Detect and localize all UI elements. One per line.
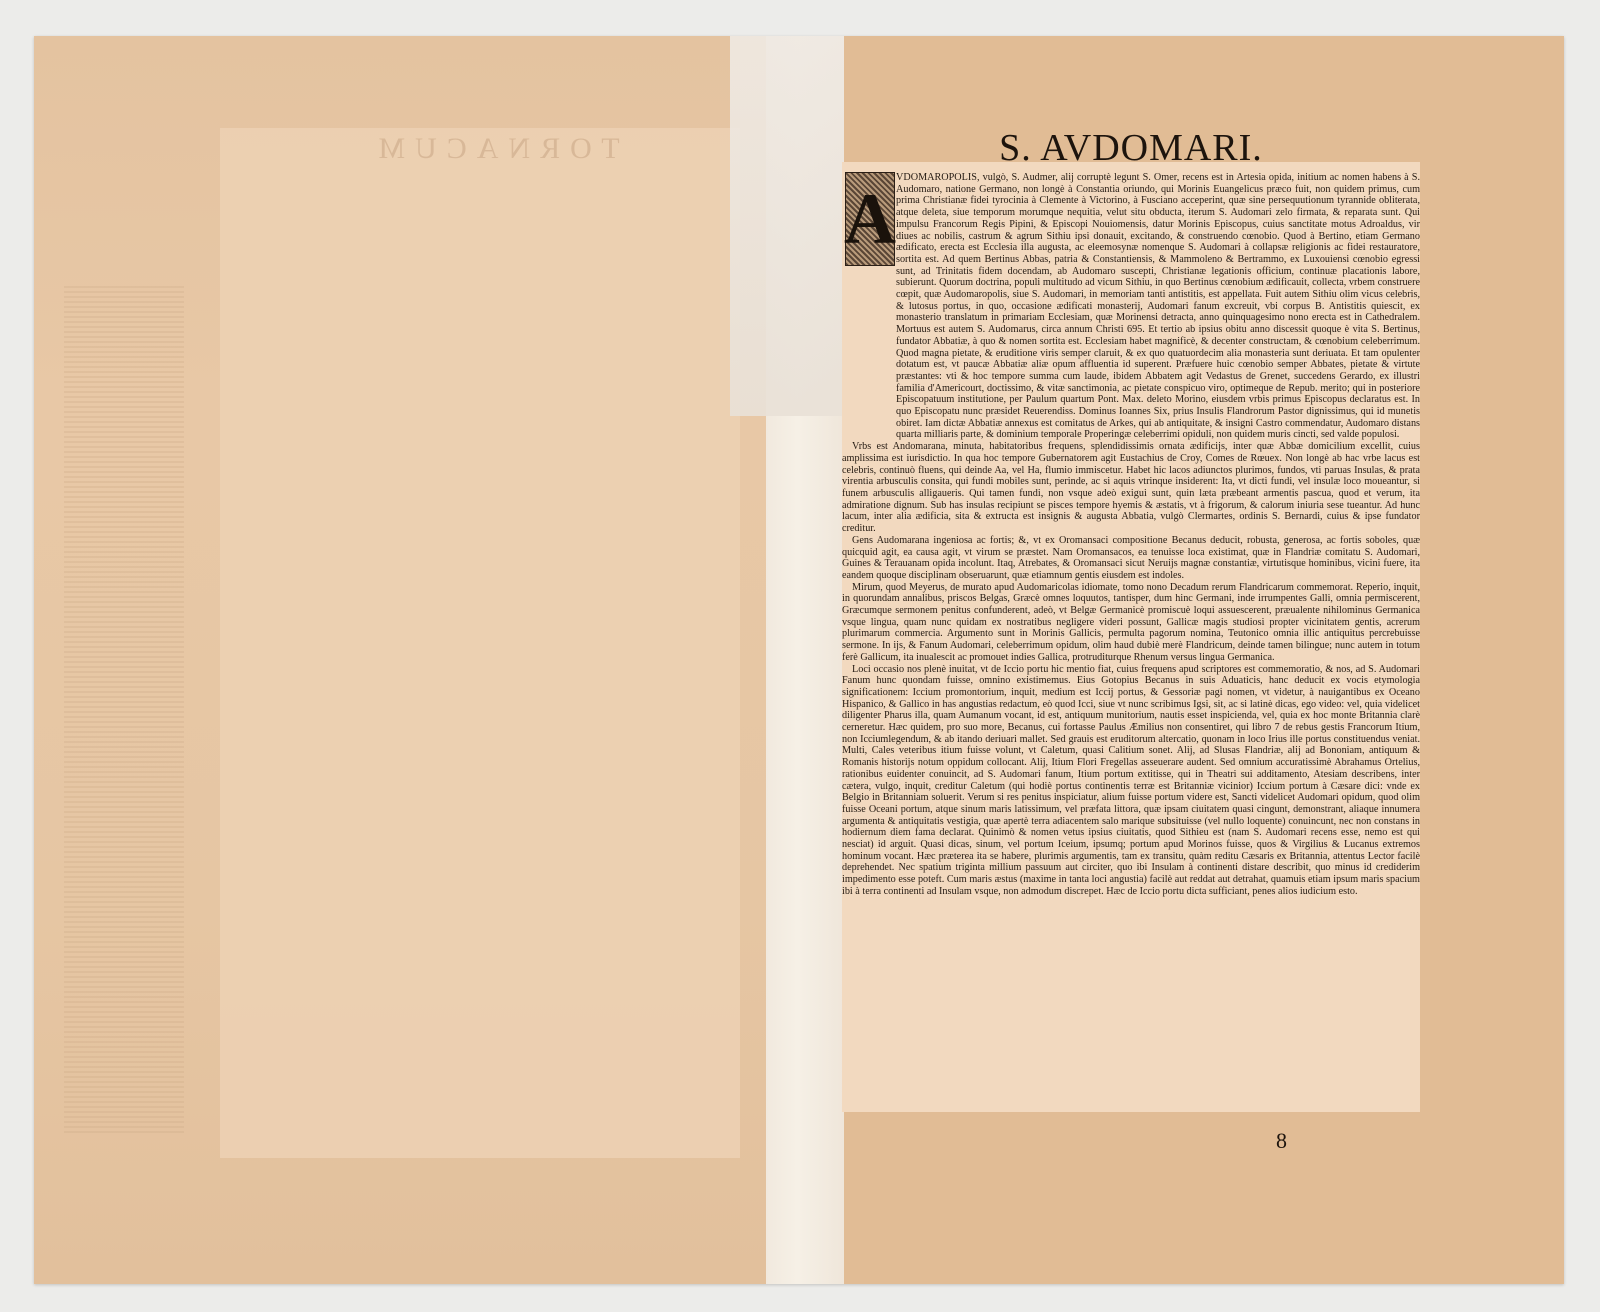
mirrored-map-title: TORNACUM [368, 132, 620, 165]
decorated-initial-letter: A [845, 172, 895, 266]
center-fold-spine [766, 36, 844, 1284]
faded-map-showthrough [220, 128, 740, 1158]
paragraph-4: Mirum, quod Meyerus, de murato apud Audomaricolas idiomate, tomo nono Decadum rerum Flandricarum commemorat. Reperio, inquit, in quorundam annalibus, priscos Belgas, Græcè omnes loquutos, tantisper, dum hinc Germani, inde irrumpentes Galli, omnia permiscerent, Græcumque sermonem penitus confunderent, adeò, vt Belgæ Germanicè promiscuè loqui assuescerent, præualente nihilominus Germanica vsque lingua, quam nunc quidam ex nostratibus negligere videri possunt, Gallicæ magis studiosi propter vicinitatem gentis, acrerum plurimarum commercia. Argumento sunt in Morinis Gallicis, permulta pagorum nomina, Teutonico omnia illic antiquitus percrebuisse sermone. In ijs, & Fanum Audomari, celeberrimum opidum, olim haud dubiè merè Flandricum, deinde tamen bilingue; nunc autem in totum ferè Gallicum, ita inualescit ac promouet indies Gallica, protruditurque Rhenum versus lingua Germanica. [842, 581, 1420, 663]
faded-text-showthrough [64, 286, 184, 1136]
paragraph-5: Loci occasio nos plenè inuitat, vt de Iccio portu hic mentio fiat, cuius frequens apud scriptores est commemoratio, & nos, ad S. Audomari Fanum hunc quondam fuisse, omnino existimemus. Eius Gotopius Becanus in suis Aduaticis, hanc deducit ex vocis etymologia significationem: Iccium promontorium, inquit, medium est Iccij portus, & Gessoriæ pagi nomen, vt videtur, à nauigantibus ex Oceano Hispanico, & Gallico in has angustias redactum, eò quod Icci, siue vt nunc scribimus Igsi, sit, ac si latinè dicas, ego video: vel, quia videlicet diligenter Pharus illa, quam Aumanum vocant, id est, antiquum munitorium, nautis esset inspicienda, vel, quia ex hoc monte Britannia clarè cerneretur. Hæc quidem, pro suo more, Becanus, cui fortasse Paulus Æmilius non consentiret, qui libro 7 de rebus gestis Francorum Itium, non Icciumlegendum, & ab itando deriuari mallet. Sed grauis est eruditorum altercatio, quonam in loco Irius ille portus constituendus veniat. Multi, Cales veteribus itium fuisse volunt, vt Caletum, quasi Calitium sonet. Alij, ad Slusas Flandriæ, alij ad Bononiam, antiquum & Romanis historijs notum oppidum collocant. Alij, Itium Flori Fregellas asseuerare audent. Sed omnium accuratissimè Abrahamus Ortelius, rationibus euidenter conuincit, ad S. Audomari fanum, Itium portum extitisse, qui in Theatri sui additamento, Atesiam describens, inter cætera, vulgo, inquit, creditur Caletum (qui hodiè portus continentis terræ est Britanniæ vicinior) Iccium portum à Cæsare dici: vnde ex Belgio in Britanniam soluerit. Verum si res penitus inspiciatur, alium fuisse portum videre est, Sancti videlicet Audomari opidum, quod olim fuisse Oceani portum, atque sinum maris latissimum, vel præfata littora, quæ ipsam ciuitatem quasi cingunt, demonstrant, aliaque innumera argumenta & antiquitatis vestigia, quæ apertè terra adiacentem salo marique subsituisse (vel nullo loquente) conuincunt, nec non constans in hodiernum diem fama declarat. Quinimò & nomen vetus ipsius ciuitatis, quod Sithieu est (nam S. Audomari recens esse, nemo est qui nesciat) id arguit. Quasi dicas, sinum, vel portum Iceium, ipsumq; portum apud Morinos fuisse, quos & Virgilius & Lucanus extremos hominum vocant. Hæc præterea ita se habere, plurimis argumentis, tam ex transitu, quàm reditu Cæsaris ex Britannia, attentus Lector facilè deprehendet. Nec spatium triginta millium passuum aut circiter, quo ibi Insulam à continenti distare describit, quo minus id crediderim impedimento esse poteft. Cum maris æstus (maxime in tanta loci angustia) facilè aut reddat aut detrahat, quamuis etiam ipsum maris spacium ibi à terra continenti ad Insulam vsque, non admodum discrepet. Hæc de Iccio portu dicta sufficiant, penes alios iudicium esto. [842, 663, 1420, 897]
paragraph-1: VDOMAROPOLIS, vulgò, S. Audmer, alij corruptè legunt S. Omer, recens est in Artesia opida, initium ac nomen habens à S. Audomaro, natione Germano, non longè à Constantia oriundo, qui Morinis Euangelicus præco fuit, non quidem primus, cum prima Christianæ fidei tyrocinia à Clemente à Victorino, à Fusciano acceperint, quæ sine persequutionum tyrannide obliterata, atque deleta, siue temporum morumque nequitia, velut situ obducta, iterum S. Audomari zelo firmata, & reparata sunt. Qui impulsu Francorum Regis Pipini, & Episcopi Nouiomensis, datur Morinis Episcopus, cuius sanctitate motus Adroaldus, vir diues ac nobilis, castrum & agrum Sithiu ipsi donauit, excitando, & construendo cœnobio. Quod à Bertino, etiam Germano ædificato, erecta est Ecclesia illa augusta, ac eleemosynæ nomenque S. Audomari à collapsæ religionis ac fidei restauratore, sortita est. Ad quem Bertinus Abbas, patria & Constantiensis, & Mammoleno & Bertrammo, ex Luxouiensi cœnobio egressi sunt, ad Trinitatis fidem docendam, ab Audomaro suscepti, Christianæ legationis officium, continuæ placationis labore, subierunt. Quorum doctrina, populi multitudo ad vicum Sithiu, in quo Bertinus cœnobium ædificauit, collecta, vrbem construere cœpit, quæ Audomaropolis, siue S. Audomari, in memoriam tanti antistitis, est appellata. Fuit autem Sithiu olim vicus celebris, & lutosus portus, in quo, occasione ædificati monasterij, Audomari fanum excreuit, vbi corpus B. Antistitis quiescit, ex monasterio translatum in primariam Ecclesiam, quæ Morinensi detracta, anno quinquagesimo nono erecta est in Cathedralem. Mortuus est autem S. Audomarus, circa annum Christi 695. Et tertio ab ipsius obitu anno discessit quoque è vita S. Bertinus, fundator Abbatiæ, à quo & nomen sortita est. Ecclesiam habet magnificè, & decenter constructam, & cœnobium celeberrimum. Quod magna pietate, & eruditione viris semper claruit, & ex quo quatuordecim alia monasteria sunt deriuata. Et tam opulenter dotatum est, vt paucæ Abbatiæ aliæ opum affluentia id superent. Præfuere huic cœnobio semper Abbates, pietate & virtute præstantes: vti & hoc tempore summa cum laude, ibidem Abbatem agit Vedastus de Grenet, succedens Gerardo, ex illustri familia d'Americourt, doctissimo, & vitæ sanctimonia, ac pietate conspicuo viro, optimeque de Repub. merito; qui in posteriore Episcopatuum institutione, per Paulum quartum Pont. Max. deleto Morino, eiusdem vrbis primus Episcopus declaratus est. In quo Episcopatu nunc præsidet Reuerendiss. Dominus Ioannes Six, prius Insulis Flandrorum Pastor dignissimus, qui id munetis obiret. Iam dictæ Abbatiæ annexus est comitatus de Arkes, qui ab antiquitate, & insigni Castro commendatur, Audomaro distans quarta milliaris parte, & dominium temporale Properingæ celeberrimi opiduli, non quidem muris cincti, sed valde populosi. [896, 172, 1420, 441]
left-leaf-verso [34, 36, 766, 1284]
paragraph-2: Vrbs est Andomarana, minuta, habitatoribus frequens, splendidissimis ornata ædificijs, inter quæ Abbæ domicilium excellit, cuius amplissima est iurisdictio. In qua hoc tempore Gubernatorem agit Eustachius de Croy, Comes de Rœuex. Non longè ab hac vrbe lacus est celebris, continuò fluens, qui deinde Aa, vel Ha, flumio immiscetur. Habet hic lacos adiunctos plurimos, fundos, vti paruas Insulas, & prata virentia arbusculis consita, qui fundi mobiles sunt, perinde, ac si aquis vtrinque insiderent: Ita, vt dicti fundi, vel insulæ loco moueantur, si funem arbusculis alligaueris. Qui tamen fundi, non vsque adeò exigui sunt, quin læta præbeant armentis pascua, quod et verum, ita admiratione dignum. Sub has insulas recipiunt se pisces tempore hyemis & æstatis, vt à frigorum, & calorum iniuria sese tueantur. Ad hunc lacum, inter alia ædificia, sita & extructa est insignis & augusta Abbatia, vulgò Clermartes, ordinis S. Bernardi, cuius & ipse fundator creditur. [842, 441, 1420, 535]
page-number: 8 [1276, 1128, 1287, 1153]
page-heading: S. AVDOMARI. [999, 127, 1263, 169]
body-text [842, 172, 1420, 898]
paragraph-3: Gens Audomarana ingeniosa ac fortis; &, vt ex Oromansaci compositione Becanus deducit, robusta, generosa, ac fortis soboles, quæ quicquid agit, ea causa agit, vt virum se præstet. Nam Oromansacos, ea tenuisse loca existimat, quæ in Flandriæ comitatu S. Audomari, Guines & Terauanam opida incolunt. Itaq, Atrebates, & Oromansaci sicut Neruijs magnæ constantiæ, virtutisque hominibus, vicini fuere, ita eandem quoque disciplinam obseruarunt, quæ etiamnum gentis eiusdem est indoles. [842, 534, 1420, 581]
